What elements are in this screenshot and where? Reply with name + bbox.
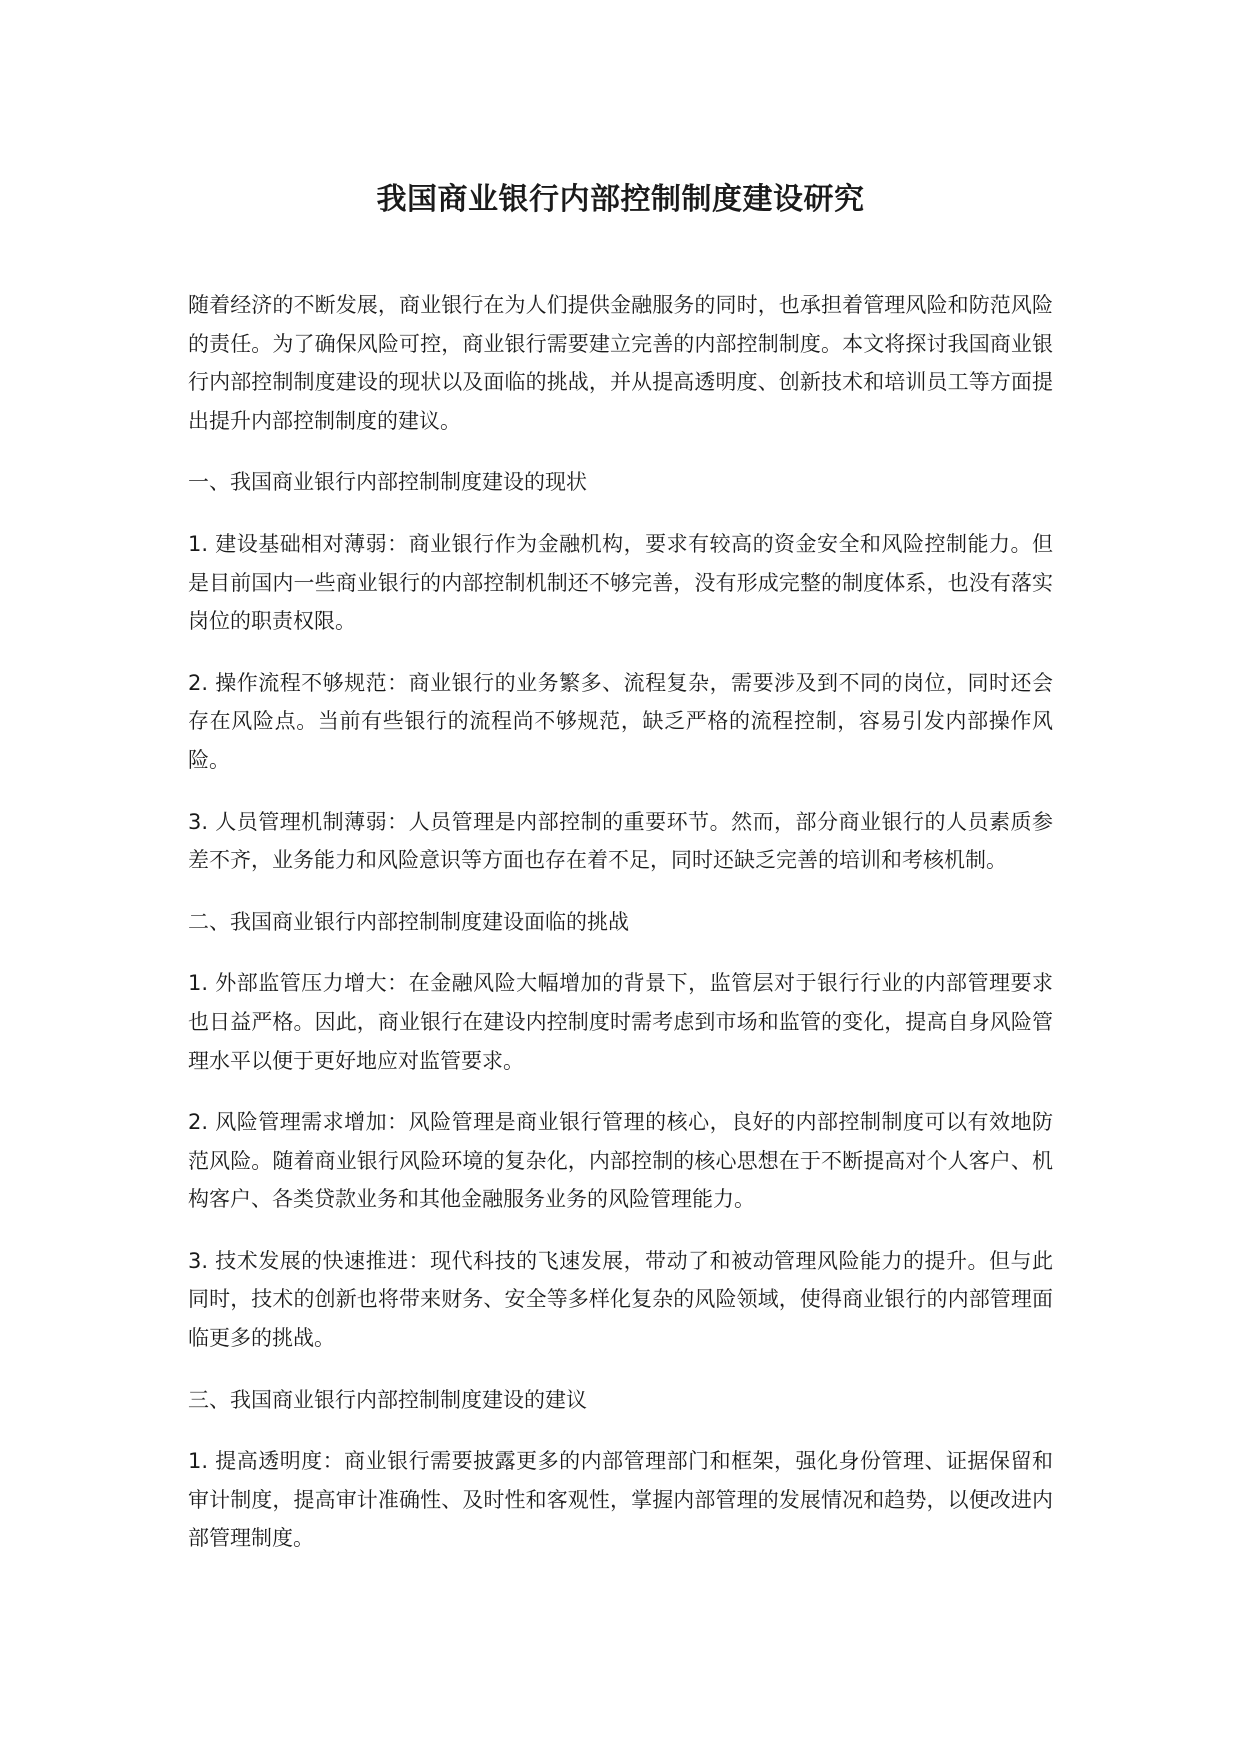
- section-1-item-1: 1. 建设基础相对薄弱：商业银行作为金融机构，要求有较高的资金安全和风险控制能力。但是目前国内一些商业银行的内部控制机制还不够完善，没有形成完整的制度体系，也没有落实岗位的职责权限。: [188, 531, 1053, 634]
- section-2-item-1: 1. 外部监管压力增大：在金融风险大幅增加的背景下，监管层对于银行行业的内部管理要求也日益严格。因此，商业银行在建设内控制度时需考虑到市场和监管的变化，提高自身风险管理水平以便于更好地应对监管要求。: [188, 971, 1053, 1073]
- intro-paragraph: 随着经济的不断发展，商业银行在为人们提供金融服务的同时，也承担着管理风险和防范风险的责任。为了确保风险可控，商业银行需要建立完善的内部控制制度。本文将探讨我国商业银行内部控制制度建设的现状以及面临的挑战，并从提高透明度、创新技术和培训员工等方面提出提升内部控制制度的建议。: [188, 293, 1053, 433]
- document-body: [188, 286, 1053, 1558]
- section-1-item-2: 2. 操作流程不够规范：商业银行的业务繁多、流程复杂，需要涉及到不同的岗位，同时还会存在风险点。当前有些银行的流程尚不够规范，缺乏严格的流程控制，容易引发内部操作风险。: [188, 670, 1053, 772]
- section-1-item-3: 3. 人员管理机制薄弱：人员管理是内部控制的重要环节。然而，部分商业银行的人员素质参差不齐，业务能力和风险意识等方面也存在着不足，同时还缺乏完善的培训和考核机制。: [188, 809, 1053, 873]
- section-3-item-1: 1. 提高透明度：商业银行需要披露更多的内部管理部门和框架，强化身份管理、证据保留和审计制度，提高审计准确性、及时性和客观性，掌握内部管理的发展情况和趋势，以便改进内部管理制度。: [188, 1449, 1053, 1551]
- section-2-item-2: 2. 风险管理需求增加：风险管理是商业银行管理的核心，良好的内部控制制度可以有效地防范风险。随着商业银行风险环境的复杂化，内部控制的核心思想在于不断提高对个人客户、机构客户、各类贷款业务和其他金融服务业务的风险管理能力。: [188, 1110, 1053, 1212]
- section-heading-3: 三、我国商业银行内部控制制度建设的建议: [188, 1387, 587, 1412]
- document-title: 我国商业银行内部控制制度建设研究: [376, 182, 865, 217]
- section-2-item-3: 3. 技术发展的快速推进：现代科技的飞速发展，带动了和被动管理风险能力的提升。但与此同时，技术的创新也将带来财务、安全等多样化复杂的风险领域，使得商业银行的内部管理面临更多的挑战。: [188, 1248, 1053, 1351]
- section-heading-1: 一、我国商业银行内部控制制度建设的现状: [188, 470, 587, 495]
- section-heading-2: 二、我国商业银行内部控制制度建设面临的挑战: [188, 909, 629, 934]
